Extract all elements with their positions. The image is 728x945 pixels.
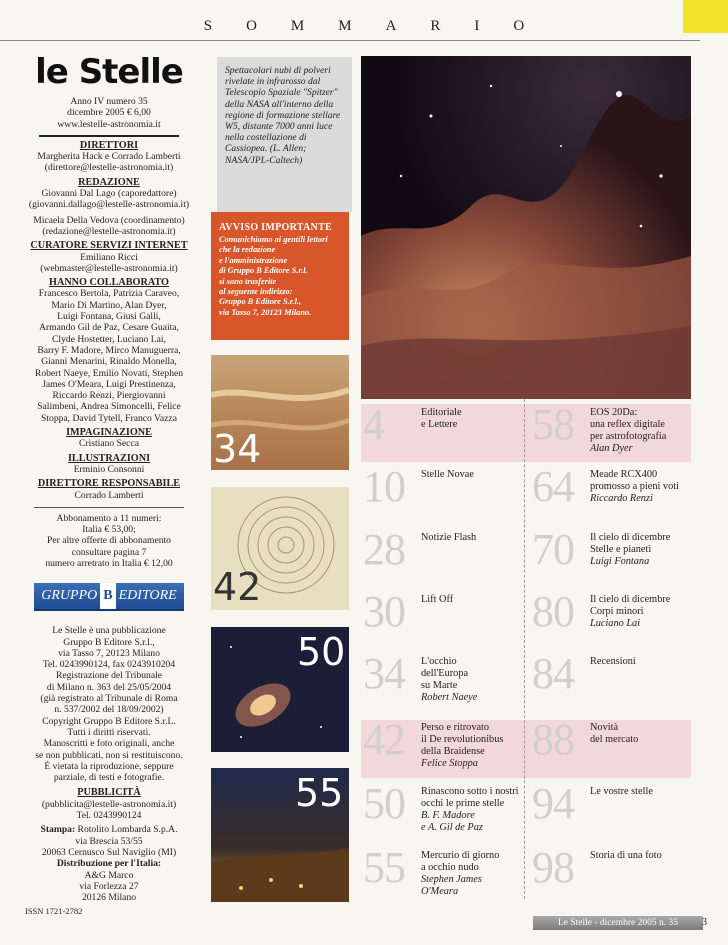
issue-date-price: dicembre 2005 € 6,00 [67,107,151,119]
publisher-logo-b: B [100,583,115,609]
toc-line: L'occhio [421,656,457,667]
toc-author: Stephen James [421,874,482,885]
subscription-line: Abbonamento a 11 numeri: [56,512,162,524]
thumb-page-number: 50 [297,630,346,674]
toc-entry[interactable] [532,843,692,906]
staff-credits [14,140,204,501]
notice-body [219,235,341,318]
magazine-logo: le Stelle [35,52,183,92]
toc-line: Le vostre stelle [590,786,653,797]
thumb-galaxy[interactable] [211,627,349,752]
notice-line: Comunichiamo ai gentili lettori che la redazione [219,235,328,255]
toc-entry[interactable] [532,715,692,778]
toc-line: della Braidense [421,746,485,757]
toc-line: e Lettere [421,419,458,430]
section-line: Erminio Consonni [73,463,145,475]
toc-page-number: 34 [363,649,405,698]
toc-page-number: 84 [532,649,574,698]
section-line: Mario Di Martino, Alan Dyer, [51,299,167,311]
toc-page-number: 70 [532,525,574,574]
section-line: Margherita Hack e Corrado Lamberti [37,151,181,163]
notice-line: al seguente indirizzo: [219,287,293,297]
toc-line: Rinascono sotto i nostri [421,786,519,797]
toc-title [590,469,679,505]
section-line: James O'Meara, Luigi Prestinenza, [42,378,176,390]
publisher-info-line: Tel. 0243990124, fax 0243910204 [42,659,176,671]
print-text: via Forlezza 27 [79,880,139,892]
section-line: Micaela Della Vedova (coordinamento) [33,214,185,226]
section-line: Gianni Menarini, Rinaldo Monella, [41,356,177,368]
publisher-logo-left: GRUPPO [41,588,98,604]
section-line: Giovanni Dal Lago (caporedattore) [41,188,177,200]
section-line: Stoppa, David Tytell, Franco Vazza [41,412,177,424]
section-line: (redazione@lestelle-astronomia.it) [42,225,176,237]
print-distribution-info [14,824,204,903]
toc-author: Felice Stoppa [421,758,478,769]
toc-line: Mercurio di giorno [421,850,500,861]
toc-page-number: 58 [532,400,574,449]
toc-title [590,532,670,568]
notice-line: si sono trasferite [219,276,277,286]
toc-line: promosso a pieni voti [590,481,679,492]
print-line [14,870,204,881]
toc-entry[interactable] [363,462,523,525]
section-line: Riccardo Renzi, Piergiovanni [52,390,166,402]
publisher-logo-right: EDITORE [118,588,177,604]
section-line: (direttore@lestelle-astronomia.it) [44,162,174,174]
toc-line: Il cielo di dicembre [590,594,671,605]
print-text: Rotolito Lombarda S.p.A. [77,824,178,836]
toc-line: Corpi minori [590,606,644,617]
publisher-info-line: (già registrato al Tribunale di Roma [40,693,178,705]
page-number: 3 [702,917,707,928]
toc-page-number: 50 [363,779,405,828]
toc-entry[interactable] [363,779,523,842]
section-line: Clyde Hostetter, Luciano Lai, [52,333,166,345]
publisher-logo [34,583,184,609]
print-label: Distribuzione per l'Italia: [56,858,162,870]
toc-author: Robert Naeye [421,692,478,703]
publisher-info-line: È vietata la riproduzione, seppure [44,760,174,772]
toc-page-number: 94 [532,779,574,828]
publisher-info-line: Gruppo B Editore S.r.l., [63,636,155,648]
toc-title [421,786,519,834]
toc-page-number: 88 [532,715,574,764]
toc-entry[interactable] [363,525,523,588]
publisher-info-line: n. 537/2002 del 18/09/2002) [54,704,164,716]
print-text: A&G Marco [84,869,134,881]
toc-title [421,469,474,481]
toc-title [421,850,499,898]
toc-column-divider [524,399,526,899]
print-label: Stampa: [40,824,78,836]
publisher-info-line: via Tasso 7, 20123 Milano [58,647,160,659]
subscription-line: consultare pagina 7 [71,546,147,558]
cover-image-nebula [361,56,691,399]
toc-line: del mercato [590,734,639,745]
toc-line: Storia di una foto [590,850,662,861]
toc-title [421,532,476,544]
publisher-info-line: Copyright Gruppo B Editore S.r.L. [42,715,176,727]
notice-line: e l'amministrazione [219,255,288,265]
issn: ISSN 1721-2782 [25,906,83,916]
section-line: Cristiano Secca [79,438,139,450]
section-heading: CURATORE SERVIZI INTERNET [30,240,188,252]
print-line [14,858,204,869]
toc-entry[interactable] [363,400,523,463]
print-line [14,847,204,858]
toc-title [590,407,666,455]
toc-title [421,656,477,704]
section-line: Francesco Bertola, Patrizia Caraveo, [38,288,180,300]
thumb-page-number: 34 [213,427,262,470]
toc-author: Alan Dyer [590,443,633,454]
toc-author: Luigi Fontana [590,556,650,567]
subscription-line: Italia € 53,00; [82,524,136,536]
section-line: (giovanni.dallago@lestelle-astronomia.it) [28,199,190,211]
toc-entry[interactable] [363,843,523,906]
toc-line: Stelle e pianeti [590,544,652,555]
section-heading: DIRETTORI [79,139,139,151]
toc-entry[interactable] [532,587,692,650]
toc-title [590,786,653,798]
toc-page-number: 42 [363,715,405,764]
toc-title [590,722,638,746]
toc-author: Riccardo Renzi [590,493,653,504]
thumb-mars-landscape[interactable] [211,355,349,470]
advertising-line: Tel. 0243990124 [76,810,142,822]
toc-line: Editoriale [421,407,462,418]
advertising-line: (pubblicita@lestelle-astronomia.it) [41,798,177,810]
toc-line: Perso e ritrovato [421,722,490,733]
website-link[interactable]: www.lestelle-astronomia.it [57,118,161,130]
subscription-info [14,513,204,569]
print-line [14,881,204,892]
toc-title [421,722,503,770]
section-heading: REDAZIONE [78,176,140,188]
toc-line: una reflex digitale [590,419,665,430]
print-text: 20063 Cernusco Sul Naviglio (MI) [41,846,177,858]
issue-number: Anno IV numero 35 [70,96,148,107]
toc-page-number: 30 [363,587,405,636]
thumb-page-number: 55 [295,771,344,815]
toc-line: Recensioni [590,656,636,667]
publisher-info-line: Registrazione del Tribunale [55,670,163,682]
section-line: Corrado Lamberti [74,489,144,501]
toc-title [421,594,453,606]
toc-page-number: 64 [532,462,574,511]
section-heading: DIRETTORE RESPONSABILE [37,478,181,490]
footer-running-title: Le Stelle - dicembre 2005 n. 35 [533,916,703,930]
publisher-info [14,625,204,783]
toc-line: per astrofotografia [590,431,667,442]
notice-line: di Gruppo B Editore S.r.l. [219,266,308,276]
thumb-night-sky-city[interactable] [211,768,349,902]
header-divider [0,40,700,41]
toc-page-number: 98 [532,843,574,892]
toc-line: il De revolutionibus [421,734,504,745]
section-heading: ILLUSTRAZIONI [67,452,151,464]
toc-line: Meade RCX400 [590,469,658,480]
advertising-heading: PUBBLICITÀ [77,787,141,799]
toc-entry[interactable] [363,715,523,778]
toc-entry[interactable] [363,587,523,650]
toc-line: Stelle Novae [421,469,474,480]
toc-line: Novità [590,722,619,733]
section-line: Luigi Fontana, Giusi Galli, [57,311,161,323]
masthead-divider [39,135,179,137]
toc-line: EOS 20Da: [590,407,638,418]
advertising-contact [14,799,204,822]
toc-entry[interactable] [532,400,692,463]
page-title: SOMMARIO [203,18,559,34]
toc-entry[interactable] [532,779,692,842]
section-heading: HANNO COLLABORATO [49,277,169,289]
print-line [14,836,204,847]
publisher-info-line: di Milano n. 363 del 25/05/2004 [46,681,172,693]
toc-author: O'Meara [421,886,459,897]
toc-line: occhi le prime stelle [421,798,505,809]
section-line: Salimbeni, Andrea Simoncelli, Felice [37,401,181,413]
toc-page-number: 55 [363,843,405,892]
toc-title [421,407,462,431]
toc-author: B. F. Madore [421,810,475,821]
section-line: Barry F. Madore, Mirco Manuguerra, [37,344,181,356]
cover-caption: Spettacolari nubi di polveri rivelate in infrarosso dal Telescopio Spaziale "Spitzer" della NASA all'interno della regione di formazione stellare W5, distante 7000 anni luce nella costellazione di Cassiopea. (L. Allen; NASA/JPL-Caltech) [217,57,352,212]
toc-line: Notizie Flash [421,532,477,543]
toc-title [590,656,636,668]
toc-page-number: 4 [363,400,384,449]
section-line: Armando Gil de Paz, Cesare Guaita, [39,322,179,334]
publisher-info-line: parziale, di testi e fotografie. [53,772,165,784]
toc-line: su Marte [421,680,458,691]
notice-title: AVVISO IMPORTANTE [219,222,333,233]
toc-author: e A. Gil de Paz [421,822,483,833]
toc-entry[interactable] [532,525,692,588]
toc-line: dell'Europa [421,668,469,679]
print-text: 20126 Milano [81,892,137,904]
toc-title [590,594,670,630]
thumb-page-number: 42 [213,565,262,609]
subscription-line: Per altre offerte di abbonamento [47,535,171,547]
toc-line: Lift Off [421,594,454,605]
notice-line: Gruppo B Editore S.r.l., [219,297,302,307]
publisher-info-line: se non pubblicati, non si restituiscono. [35,749,183,761]
toc-author: Luciano Lai [590,618,641,629]
notice-line: via Tasso 7, 20123 Milano. [219,307,312,317]
toc-line: Il cielo di dicembre [590,532,671,543]
section-line: Emiliano Ricci [80,251,138,263]
publisher-info-line: Tutti i diritti riservati. [67,726,151,738]
toc-page-number: 10 [363,462,405,511]
print-line [14,892,204,903]
toc-title [590,850,662,862]
publisher-info-line: Le Stelle è una pubblicazione [52,625,166,637]
toc-entry[interactable] [532,649,692,712]
print-text: via Brescia 53/55 [75,835,143,847]
subscription-line: numero arretrato in Italia € 12,00 [45,557,173,569]
masthead-column [14,52,204,903]
important-notice-box [211,212,349,340]
section-heading: IMPAGINAZIONE [66,427,152,439]
toc-entry[interactable] [363,649,523,712]
toc-line: a occhio nudo [421,862,479,873]
section-line: (webmaster@lestelle-astronomia.it) [40,262,178,274]
toc-page-number: 80 [532,587,574,636]
thumb-manuscript-diagram[interactable] [211,487,349,610]
toc-page-number: 28 [363,525,405,574]
publisher-info-line: Manoscritti e foto originali, anche [43,738,175,750]
section-line: Robert Naeye, Emilio Novati, Stephen [34,367,184,379]
toc-entry[interactable] [532,462,692,525]
print-line [14,824,204,835]
